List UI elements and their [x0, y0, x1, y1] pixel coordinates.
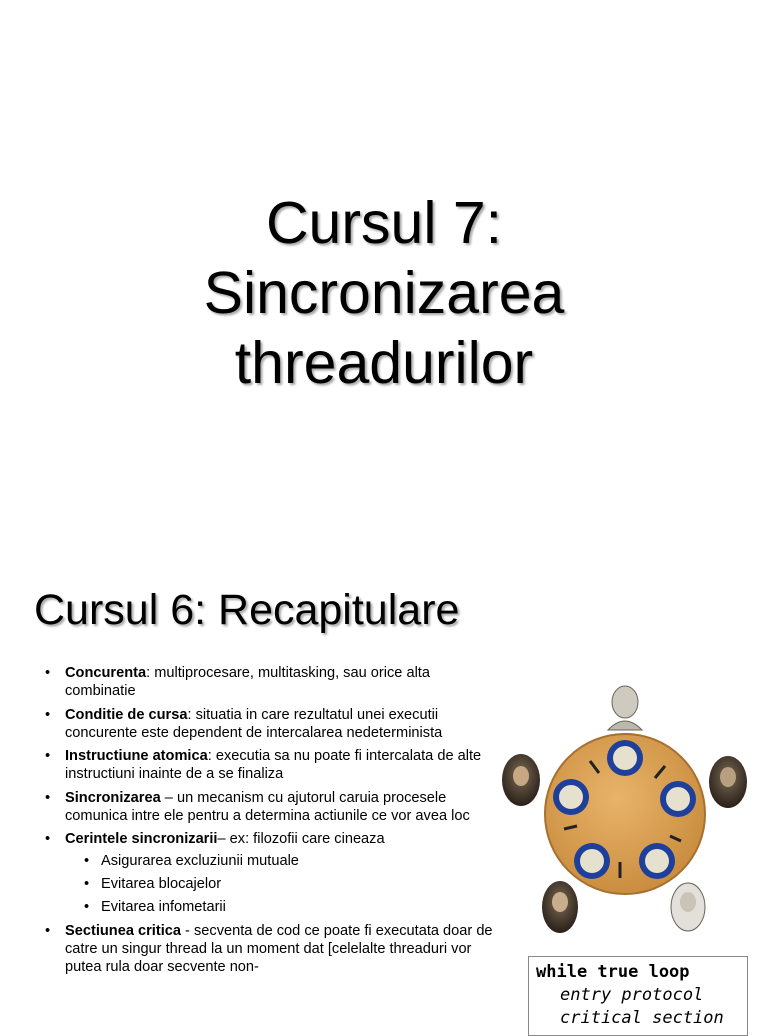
- bullet-sectiunea-critica: [44, 922, 499, 977]
- philosopher-icon: [608, 686, 642, 730]
- bullet-conditie-cursa: [44, 706, 499, 743]
- bullet-term: Concurenta: [65, 665, 147, 681]
- lecture-title: [0, 188, 768, 398]
- plate-icon: [639, 843, 675, 879]
- bullet-text: situatia in care rezultatul unei executii concurente este dependent de intercalarea nedeterminista: [65, 706, 443, 741]
- bullet-term: Conditie de cursa: [65, 706, 188, 723]
- bullet-cerintele: [44, 830, 499, 916]
- sub-bullet-infometare: • Evitarea infometarii: [83, 898, 499, 916]
- critical-section-code-box: [528, 956, 748, 1036]
- title-line-2: Sincronizarea: [203, 260, 565, 326]
- bullet-term: Instructiune atomica: [65, 748, 208, 765]
- philosopher-icon: [709, 756, 747, 808]
- bullet-text: multiprocesare, multitasking, sau orice alta combinatie: [65, 665, 430, 700]
- plate-icon: [553, 779, 589, 815]
- bullet-term: Cerintele sincronizarii: [65, 831, 218, 848]
- sub-bullet-excluziune: • Asigurarea excluziunii mutuale: [83, 852, 499, 870]
- philosopher-icon: [671, 883, 705, 931]
- philosopher-icon: [542, 881, 578, 933]
- sub-bullet-blocaje: • Evitarea blocajelor: [83, 875, 499, 893]
- bullet-sep: –: [160, 789, 177, 806]
- title-line-3: threadurilor: [234, 330, 534, 396]
- dining-philosophers-illustration: [498, 676, 754, 944]
- recap-bullet-list: [44, 664, 499, 981]
- bullet-concurenta: [44, 664, 499, 701]
- title-line-1: Cursul 7:: [265, 190, 503, 256]
- code-line-loop: while true loop: [536, 962, 690, 982]
- bullet-text: ex: filozofii care cineaza: [229, 831, 385, 848]
- sub-bullet-list: [65, 852, 499, 917]
- bullet-sep: -: [181, 922, 194, 939]
- bullet-text: secventa de cod ce poate fi executata doar de catre un singur thread la un moment dat [celelalte threaduri vor putea rula doar secvente non-: [65, 922, 493, 976]
- philosopher-icon: [502, 754, 540, 806]
- bullet-sep: :: [207, 748, 216, 765]
- bullet-instructiune-atomica: [44, 747, 499, 784]
- plate-icon: [660, 781, 696, 817]
- code-line-entry: entry protocol: [560, 985, 704, 1005]
- plate-icon: [607, 740, 643, 776]
- bullet-sep: :: [187, 706, 196, 723]
- bullet-text: executia sa nu poate fi intercalata de alte instructiuni inainte de a se finaliza: [65, 748, 482, 783]
- recap-title: Cursul 6: Recapitulare: [34, 586, 460, 634]
- bullet-sincronizarea: [44, 789, 499, 826]
- code-line-critical: critical section: [560, 1008, 724, 1028]
- bullet-sep: :: [146, 665, 155, 681]
- bullet-term: Sincronizarea: [65, 789, 161, 806]
- bullet-term: Sectiunea critica: [65, 922, 181, 939]
- bullet-text: un mecanism cu ajutorul caruia procesele comunica intre ele pentru a determina actiunile ce vor avea loc: [65, 789, 470, 825]
- bullet-sep: –: [217, 831, 230, 848]
- plate-icon: [574, 843, 610, 879]
